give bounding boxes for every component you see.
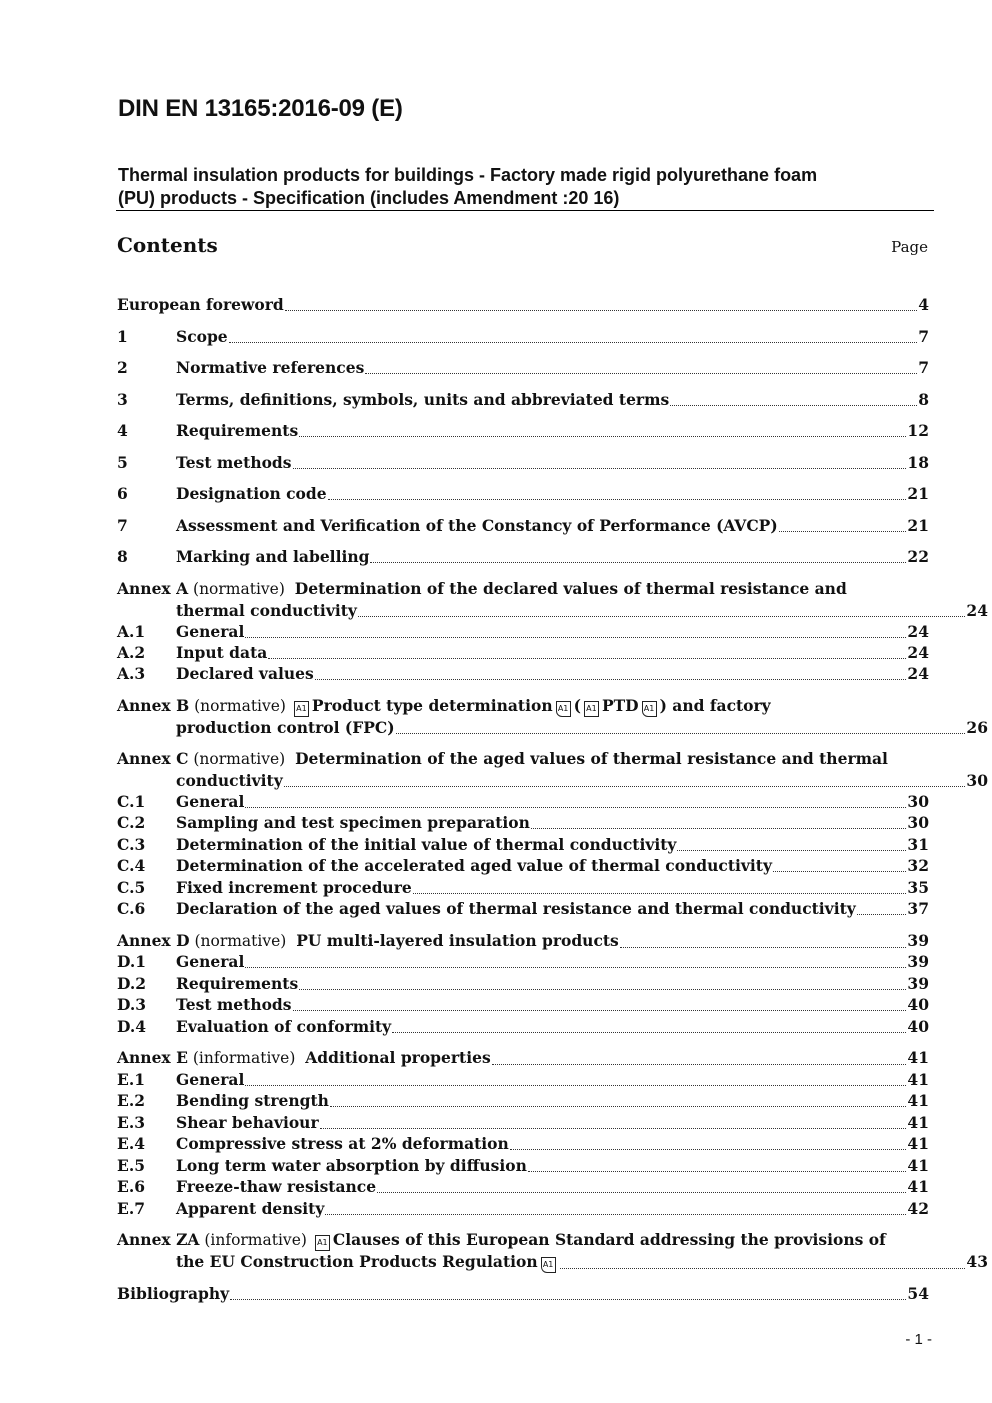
toc-entry-section-7[interactable] xyxy=(117,515,929,536)
toc-entry-c5[interactable] xyxy=(117,877,929,898)
toc-entry-foreword[interactable] xyxy=(117,294,929,315)
toc-entry-annex-d[interactable] xyxy=(117,930,929,952)
dot-leader xyxy=(857,914,907,915)
dot-leader xyxy=(230,1299,906,1300)
toc-entry-page: 24 xyxy=(907,643,929,662)
dot-leader xyxy=(299,989,906,990)
toc-entry-number: C.4 xyxy=(117,856,146,875)
toc-entry-page: 21 xyxy=(907,484,929,503)
toc-entry-page: 41 xyxy=(907,1177,929,1196)
toc-entry-text: ) and factory xyxy=(659,696,771,715)
toc-entry-page: 37 xyxy=(907,899,929,918)
dot-leader xyxy=(677,850,906,851)
toc-entry-text: Declared values xyxy=(176,664,314,683)
toc-entry-text: Designation code xyxy=(176,484,327,503)
toc-entry-number: 7 xyxy=(117,516,128,535)
toc-entry-section-6[interactable] xyxy=(117,483,929,504)
toc-entry-c2[interactable] xyxy=(117,812,929,833)
toc-entry-page: 24 xyxy=(907,622,929,641)
dot-leader xyxy=(531,828,907,829)
toc-entry-number: 4 xyxy=(117,421,128,440)
toc-entry-c4[interactable] xyxy=(117,855,929,876)
toc-entry-number: E.6 xyxy=(117,1177,145,1196)
dot-leader xyxy=(620,947,907,948)
toc-entry-page: 41 xyxy=(907,1048,929,1067)
amendment-start-icon: A1 xyxy=(315,1235,330,1251)
toc-entry-e2[interactable] xyxy=(117,1090,929,1111)
annex-type: (informative) xyxy=(192,1049,296,1067)
toc-entry-text: Bending strength xyxy=(176,1091,329,1110)
toc-entry-page: 43 xyxy=(966,1252,988,1271)
toc-entry-page: 26 xyxy=(966,718,988,737)
amendment-start-icon: A1 xyxy=(294,701,309,717)
dot-leader xyxy=(560,1268,966,1269)
toc-entry-page: 18 xyxy=(907,453,929,472)
toc-entry-number: E.1 xyxy=(117,1070,145,1089)
toc-entry-annex-c[interactable] xyxy=(117,748,988,791)
dot-leader xyxy=(245,637,906,638)
toc-entry-text: Input data xyxy=(176,643,268,662)
annex-label: Annex C xyxy=(117,749,189,768)
toc-entry-page: 24 xyxy=(907,664,929,683)
annex-type: (normative) xyxy=(193,580,285,598)
toc-entry-page: 12 xyxy=(907,421,929,440)
dot-leader xyxy=(370,562,906,563)
dot-leader xyxy=(365,373,917,374)
annex-label: Annex A xyxy=(117,579,189,598)
toc-entry-page: 39 xyxy=(907,952,929,971)
toc-entry-e4[interactable] xyxy=(117,1133,929,1154)
toc-entry-page: 54 xyxy=(907,1284,929,1303)
toc-entry-number: 8 xyxy=(117,547,128,566)
toc-entry-number: 1 xyxy=(117,327,128,346)
toc-entry-text-cont: the EU Construction Products Regulation xyxy=(176,1252,538,1271)
dot-leader xyxy=(413,893,907,894)
toc-entry-text: Test methods xyxy=(176,995,292,1014)
toc-entry-page: 4 xyxy=(918,295,929,314)
toc-entry-annex-a[interactable] xyxy=(117,578,988,621)
dot-leader xyxy=(293,468,907,469)
toc-entry-text: Compressive stress at 2% deformation xyxy=(176,1134,509,1153)
toc-entry-text: Declaration of the aged values of thermal resistance and thermal conductivity xyxy=(176,899,856,918)
toc-entry-text-cont: thermal conductivity xyxy=(176,601,357,620)
contents-heading: Contents xyxy=(117,233,218,257)
dot-leader xyxy=(510,1149,907,1150)
toc-entry-text: Long term water absorption by diffusion xyxy=(176,1156,527,1175)
toc-entry-page: 42 xyxy=(907,1199,929,1218)
dot-leader xyxy=(528,1171,907,1172)
dot-leader xyxy=(268,658,906,659)
dot-leader xyxy=(358,616,966,617)
toc-entry-bibliography[interactable] xyxy=(117,1283,929,1304)
document-title-line1: Thermal insulation products for buildings - Factory made rigid polyurethane foam xyxy=(118,165,818,185)
toc-entry-text: General xyxy=(176,792,245,811)
toc-entry-number: 6 xyxy=(117,484,128,503)
dot-leader xyxy=(330,1106,907,1107)
annex-label: Annex D xyxy=(117,931,190,950)
toc-entry-number: C.2 xyxy=(117,813,146,832)
toc-entry-page: 7 xyxy=(918,358,929,377)
toc-entry-text: Determination of the aged values of thermal resistance and thermal xyxy=(295,749,888,768)
toc-entry-text: Shear behaviour xyxy=(176,1113,319,1132)
dot-leader xyxy=(670,405,917,406)
toc-entry-text: Determination of the initial value of thermal conductivity xyxy=(176,835,677,854)
toc-entry-number: C.1 xyxy=(117,792,146,811)
toc-entry-text: Evaluation of conformity xyxy=(176,1017,392,1036)
toc-entry-d4[interactable] xyxy=(117,1016,929,1037)
toc-entry-number: D.2 xyxy=(117,974,147,993)
toc-entry-d2[interactable] xyxy=(117,973,929,994)
toc-entry-text-cont: production control (FPC) xyxy=(176,718,395,737)
toc-entry-number: A.3 xyxy=(117,664,146,683)
toc-entry-number: D.1 xyxy=(117,952,147,971)
toc-entry-text: Clauses of this European Standard addressing the provisions of xyxy=(332,1230,886,1249)
toc-entry-text: General xyxy=(176,622,245,641)
toc-entry-e1[interactable] xyxy=(117,1069,929,1090)
toc-entry-text: Determination of the declared values of thermal resistance and xyxy=(294,579,847,598)
toc-entry-page: 24 xyxy=(966,601,988,620)
dot-leader xyxy=(229,342,918,343)
toc-entry-page: 41 xyxy=(907,1113,929,1132)
toc-entry-d1[interactable] xyxy=(117,951,929,972)
toc-entry-number: E.4 xyxy=(117,1134,145,1153)
toc-entry-page: 40 xyxy=(907,995,929,1014)
toc-entry-page: 35 xyxy=(907,878,929,897)
toc-entry-e6[interactable] xyxy=(117,1176,929,1197)
dot-leader xyxy=(245,967,906,968)
toc-entry-text: Assessment and Verification of the Constancy of Performance (AVCP) xyxy=(176,516,778,535)
toc-entry-text: Determination of the accelerated aged value of thermal conductivity xyxy=(176,856,772,875)
toc-entry-page: 39 xyxy=(907,974,929,993)
toc-entry-section-8[interactable] xyxy=(117,546,929,567)
dot-leader xyxy=(377,1192,906,1193)
dot-leader xyxy=(245,1085,906,1086)
dot-leader xyxy=(320,1128,907,1129)
document-id: DIN EN 13165:2016-09 (E) xyxy=(118,95,403,122)
toc-entry-text: PU multi-layered insulation products xyxy=(296,931,619,950)
dot-leader xyxy=(284,786,966,787)
dot-leader xyxy=(492,1064,907,1065)
toc-entry-section-3[interactable] xyxy=(117,389,929,410)
annex-type: (normative) xyxy=(193,750,286,768)
document-title xyxy=(118,164,918,210)
toc-entry-number: C.6 xyxy=(117,899,146,918)
annex-type: (normative) xyxy=(194,932,287,950)
toc-entry-text-cont: conductivity xyxy=(176,771,283,790)
dot-leader xyxy=(392,1032,906,1033)
toc-entry-number: C.3 xyxy=(117,835,146,854)
amendment-start-icon: A1 xyxy=(584,701,599,717)
dot-leader xyxy=(325,1214,906,1215)
toc-entry-text: Requirements xyxy=(176,974,299,993)
toc-entry-page: 31 xyxy=(907,835,929,854)
toc-entry-page: 41 xyxy=(907,1156,929,1175)
dot-leader xyxy=(245,807,906,808)
toc-entry-number: E.3 xyxy=(117,1113,145,1132)
toc-entry-page: 22 xyxy=(907,547,929,566)
amendment-end-icon: A1 xyxy=(541,1257,556,1273)
dot-leader xyxy=(773,871,906,872)
toc-entry-annex-b[interactable] xyxy=(117,695,988,738)
toc-entry-text: Test methods xyxy=(176,453,292,472)
toc-entry-number: A.1 xyxy=(117,622,146,641)
toc-entry-number: 3 xyxy=(117,390,128,409)
toc-entry-e7[interactable] xyxy=(117,1198,929,1219)
toc-entry-text: Product type determination xyxy=(311,696,553,715)
toc-entry-text: Scope xyxy=(176,327,228,346)
annex-label: Annex ZA xyxy=(117,1230,200,1249)
toc-entry-text: Fixed increment procedure xyxy=(176,878,412,897)
toc-entry-a3[interactable] xyxy=(117,663,929,684)
toc-entry-number: E.2 xyxy=(117,1091,145,1110)
toc-entry-number: 5 xyxy=(117,453,128,472)
amendment-end-icon: A1 xyxy=(642,701,657,717)
toc-entry-number: E.7 xyxy=(117,1199,145,1218)
toc-entry-text: Apparent density xyxy=(176,1199,325,1218)
document-title-line2: (PU) products - Specification (includes Amendment :20 16) xyxy=(118,188,620,208)
toc-entry-text: Terms, definitions, symbols, units and abbreviated terms xyxy=(176,390,670,409)
toc-entry-number: A.2 xyxy=(117,643,146,662)
toc-entry-text: European foreword xyxy=(117,295,284,314)
toc-entry-c6[interactable] xyxy=(117,898,929,919)
toc-entry-page: 30 xyxy=(966,771,988,790)
footer-page-number: - 1 - xyxy=(905,1331,932,1348)
toc-entry-number: D.4 xyxy=(117,1017,147,1036)
toc-entry-section-5[interactable] xyxy=(117,452,929,473)
toc-entry-text: Freeze-thaw resistance xyxy=(176,1177,377,1196)
toc-entry-text: Additional properties xyxy=(305,1048,491,1067)
annex-type: (normative) xyxy=(194,697,286,715)
title-rule xyxy=(116,210,934,211)
toc-entry-a2[interactable] xyxy=(117,642,929,663)
toc-entry-text: General xyxy=(176,1070,245,1089)
toc-entry-number: D.3 xyxy=(117,995,147,1014)
dot-leader xyxy=(315,679,907,680)
toc-entry-page: 32 xyxy=(907,856,929,875)
toc-entry-page: 8 xyxy=(918,390,929,409)
dot-leader xyxy=(779,531,907,532)
toc-entry-section-4[interactable] xyxy=(117,420,929,441)
toc-entry-page: 41 xyxy=(907,1070,929,1089)
toc-entry-page: 40 xyxy=(907,1017,929,1036)
toc-entry-text: Marking and labelling xyxy=(176,547,370,566)
toc-entry-text: Normative references xyxy=(176,358,365,377)
dot-leader xyxy=(396,733,966,734)
annex-label: Annex E xyxy=(117,1048,188,1067)
toc-entry-annex-za[interactable] xyxy=(117,1229,988,1273)
toc-entry-page: 41 xyxy=(907,1134,929,1153)
toc-entry-text: ( xyxy=(573,696,581,715)
toc-entry-text: Bibliography xyxy=(117,1284,230,1303)
toc-entry-page: 21 xyxy=(907,516,929,535)
dot-leader xyxy=(299,436,906,437)
dot-leader xyxy=(285,310,917,311)
toc-entry-page: 7 xyxy=(918,327,929,346)
toc-entry-annex-e[interactable] xyxy=(117,1047,929,1069)
toc-entry-page: 30 xyxy=(907,813,929,832)
toc-entry-number: 2 xyxy=(117,358,128,377)
toc-entry-text: PTD xyxy=(601,696,639,715)
annex-type: (informative) xyxy=(204,1231,307,1249)
toc-entry-page: 41 xyxy=(907,1091,929,1110)
toc-entry-number: C.5 xyxy=(117,878,146,897)
amendment-end-icon: A1 xyxy=(556,701,571,717)
toc-entry-page: 30 xyxy=(907,792,929,811)
dot-leader xyxy=(293,1010,907,1011)
toc-entry-text: General xyxy=(176,952,245,971)
toc-entry-text: Requirements xyxy=(176,421,299,440)
toc-entry-c3[interactable] xyxy=(117,834,929,855)
toc-entry-page: 39 xyxy=(907,931,929,950)
annex-label: Annex B xyxy=(117,696,190,715)
toc-entry-section-1[interactable] xyxy=(117,326,929,347)
toc-entry-a1[interactable] xyxy=(117,621,929,642)
toc-entry-number: E.5 xyxy=(117,1156,145,1175)
toc-entry-d3[interactable] xyxy=(117,994,929,1015)
toc-entry-text: Sampling and test specimen preparation xyxy=(176,813,530,832)
page-column-heading: Page xyxy=(891,238,928,256)
toc-entry-c1[interactable] xyxy=(117,791,929,812)
dot-leader xyxy=(328,499,907,500)
toc-entry-e5[interactable] xyxy=(117,1155,929,1176)
toc-entry-section-2[interactable] xyxy=(117,357,929,378)
toc-entry-e3[interactable] xyxy=(117,1112,929,1133)
